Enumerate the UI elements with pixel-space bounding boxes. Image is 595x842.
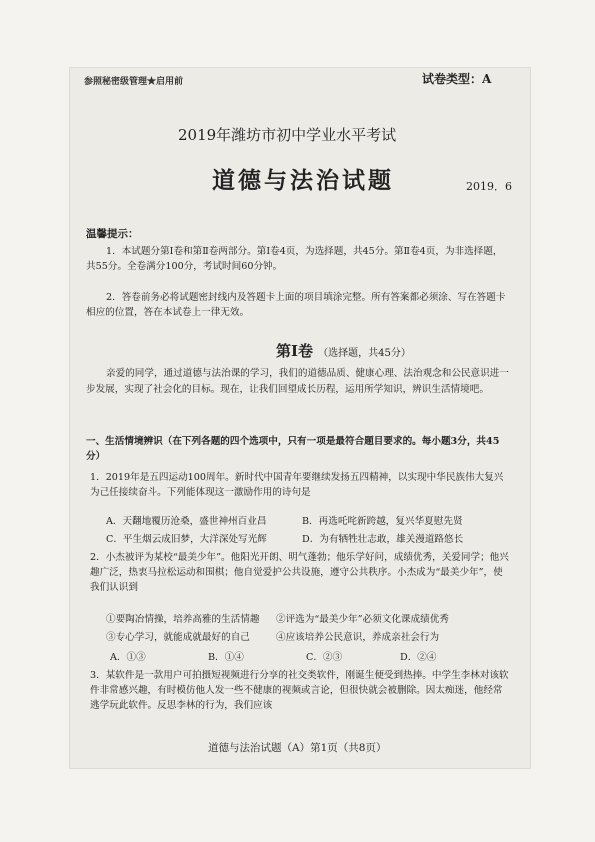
- section1-subtitle: （选择题，共45分）: [318, 348, 411, 359]
- question-2-statement-3: ③专心学习，就能成就最好的自己: [106, 632, 250, 643]
- question-2-statement-1: ①要陶冶情操，培养高雅的生活情趣: [106, 614, 260, 625]
- question-2-statement-4: ④应该培养公民意识，养成亲社会行为: [276, 632, 440, 643]
- question-1-option-a: A．天翻地覆历沧桑，盛世神州百业昌: [106, 516, 267, 527]
- question-1-stem: 1．2019年是五四运动100周年。新时代中国青年要继续发扬五四精神，以实现中华民族伟大复兴为己任接续奋斗。下列能体现这一激励作用的诗句是: [90, 472, 504, 498]
- exam-title: 2019年潍坊市初中学业水平考试: [178, 126, 397, 144]
- section1-title: [276, 340, 411, 361]
- section1-label: 第Ⅰ卷: [276, 342, 314, 360]
- question-1-option-d: D．为有牺牲壮志敢，雄关漫道路悠长: [302, 534, 464, 545]
- exam-paper: [70, 68, 530, 768]
- exam-date: 2019．6: [466, 180, 512, 193]
- question-2-option-c: C．②③: [306, 652, 343, 663]
- paper-type-label: 试卷类型：A: [422, 72, 492, 86]
- question-2-option-b: B．①④: [208, 652, 244, 663]
- subject-title: 道德与法治试题: [212, 167, 394, 194]
- page-footer: 道德与法治试题（A）第1页（共8页）: [208, 742, 387, 754]
- question-2-stem: 2．小杰被评为某校“最美少年”。他阳光开朗、明气蓬勃；他乐学好问，成绩优秀，关爱同学；他兴趣广泛，热衷马拉松运动和围棋；他自觉爱护公共设施，遵守公共秩序。小杰成为“最美少年”，使我们认识到: [90, 552, 509, 593]
- part1-heading: 一、生活情境辨识（在下列各题的四个选项中，只有一项是最符合题目要求的。每小题3分，共45分）: [86, 436, 500, 462]
- section1-intro: 亲爱的同学，通过道德与法治课的学习，我们的道德品质、健康心理、法治观念和公民意识进一步发展，实现了社会化的目标。现在，让我们回望成长历程，运用所学知识，辨识生活情境吧。: [86, 368, 509, 395]
- question-3-stem: 3．某软件是一款用户可拍摄短视频进行分享的社交类软件，刚诞生便受到热捧。中学生李林对该软件非常感兴趣，有时模仿他人发一些不健康的视频或言论，但很快就会被删除。因太痴迷，他经常逃学玩此软件。反思李林的行为，我们应该: [90, 670, 509, 711]
- question-1-option-b: B．再选吒咤新跨越，复兴华夏慰先贤: [302, 516, 463, 527]
- question-1-option-c: C．平生烟云成旧梦，大洋深处写光辉: [106, 534, 267, 545]
- question-2-option-a: A．①③: [110, 652, 146, 663]
- notice-item-2: 2．答卷前务必将试题密封线内及答题卡上面的项目填涂完整。所有答案都必须涂、写在答题卡相应的位置，答在本试卷上一律无效。: [86, 292, 506, 318]
- notice-heading: 温馨提示：: [86, 228, 139, 240]
- question-2-option-d: D．②④: [400, 652, 437, 663]
- confidential-label: 参照秘密级管理★启用前: [84, 77, 184, 87]
- notice-item-1: 1．本试题分第Ⅰ卷和第Ⅱ卷两部分。第Ⅰ卷4页，为选择题，共45分。第Ⅱ卷4页，为非选择题，共55分。全卷满分100分，考试时间60分钟。: [86, 246, 503, 272]
- question-2-statement-2: ②评选为“最美少年”必须文化课成绩优秀: [276, 614, 449, 625]
